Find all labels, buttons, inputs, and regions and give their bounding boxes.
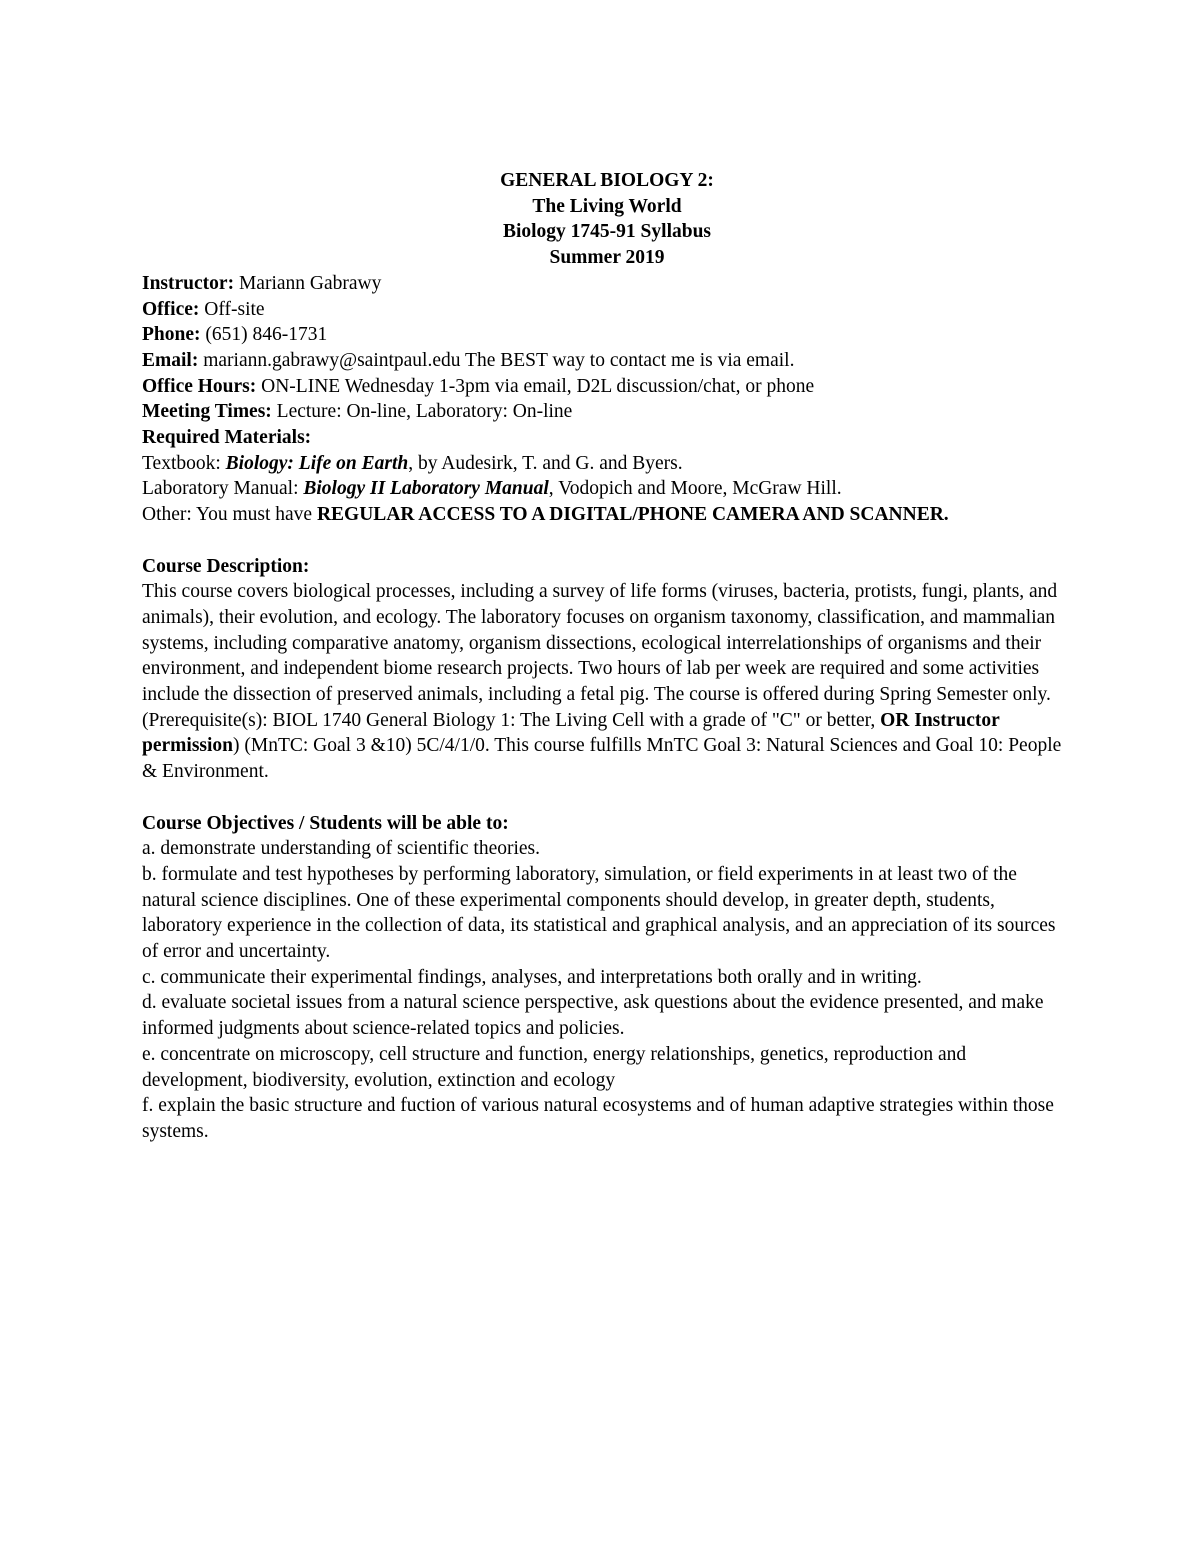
- textbook-suffix: , by Audesirk, T. and G. and Byers.: [408, 452, 683, 474]
- course-subtitle: The Living World: [532, 195, 682, 217]
- meeting-times-value: Lecture: On-line, Laboratory: On-line: [271, 401, 573, 423]
- description-part-1: This course covers biological processes, including a survey of life forms (viruses, bacteria, protists, fungi, plants, and animals), their evolution, and ecology. The laboratory focuses on organism taxonomy, classification, and mammalian systems, including comparative anatomy, organism dissections, ecological interrelationships of organisms and their environment, and independent biome research projects. Two hours of lab per week are required and some activities include the dissection of preserved animals, including a fetal pig. The course is offered during Spring Semester only. (Prerequisite(s): BIOL 1740 General Biology 1: The Living Cell with a grade of "C" or better,: [142, 581, 1058, 731]
- office-hours-line: [142, 374, 1072, 400]
- office-line: [142, 297, 1072, 323]
- email-value: mariann.gabrawy@saintpaul.edu The BEST way to contact me is via email.: [198, 349, 795, 371]
- instructor-line: [142, 271, 1072, 297]
- spacer: [142, 528, 1072, 554]
- office-label: Office:: [142, 298, 200, 320]
- office-value: Off-site: [199, 298, 265, 320]
- email-line: [142, 348, 1072, 374]
- other-prefix: Other: You must have: [142, 504, 317, 526]
- email-label: Email:: [142, 349, 199, 371]
- objective-item: e. concentrate on microscopy, cell structure and function, energy relationships, genetics, reproduction and development, biodiversity, evolution, extinction and ecology: [142, 1043, 967, 1091]
- required-materials-heading: Required Materials:: [142, 427, 312, 449]
- objective-item: b. formulate and test hypotheses by performing laboratory, simulation, or field experiments in at least two of the natural science disciplines. One of these experimental components should develop, in greater depth, students, laboratory experience in the collection of data, its statistical and graphical analysis, and an appreciation of its sources of error and uncertainty.: [142, 863, 1056, 963]
- office-hours-value: ON-LINE Wednesday 1-3pm via email, D2L discussion/chat, or phone: [256, 375, 815, 397]
- meeting-times-label: Meeting Times:: [142, 401, 272, 423]
- objective-item: f. explain the basic structure and fuction of various natural ecosystems and of human adaptive strategies within those systems.: [142, 1095, 1054, 1142]
- lab-manual-title: Biology II Laboratory Manual: [303, 478, 549, 500]
- objective-item: a. demonstrate understanding of scientific theories.: [142, 838, 540, 860]
- description-bold: OR Instructor permission: [142, 709, 1000, 757]
- phone-line: [142, 322, 1072, 348]
- office-hours-label: Office Hours:: [142, 375, 257, 397]
- course-syllabus-line: Biology 1745-91 Syllabus: [502, 221, 712, 243]
- textbook-title: Biology: Life on Earth: [225, 452, 409, 474]
- objective-item: c. communicate their experimental findings, analyses, and interpretations both orally and in writing.: [142, 966, 922, 988]
- meeting-times-line: [142, 399, 1072, 425]
- course-term: Summer 2019: [549, 247, 665, 269]
- syllabus-content: [142, 168, 1072, 1145]
- other-requirement: REGULAR ACCESS TO A DIGITAL/PHONE CAMERA AND SCANNER.: [316, 504, 949, 526]
- spacer: [142, 785, 1072, 811]
- title-block: [142, 168, 1072, 271]
- phone-label: Phone:: [142, 324, 201, 346]
- instructor-label: Instructor:: [142, 272, 235, 294]
- course-objectives-heading: Course Objectives / Students will be able to:: [142, 812, 509, 834]
- course-description-heading: Course Description:: [142, 555, 310, 577]
- other-materials-line: [142, 502, 1072, 528]
- course-title: GENERAL BIOLOGY 2:: [500, 170, 714, 191]
- textbook-line: [142, 451, 1072, 477]
- phone-value: (651) 846-1731: [200, 324, 328, 346]
- textbook-prefix: Textbook:: [142, 452, 226, 474]
- course-description-text: [142, 579, 1072, 785]
- description-part-2: ) (MnTC: Goal 3 &10) 5C/4/1/0. This course fulfills MnTC Goal 3: Natural Sciences and Goal 10: People & Environment.: [142, 735, 1062, 783]
- instructor-value: Mariann Gabrawy: [234, 272, 382, 294]
- lab-manual-line: [142, 476, 1072, 502]
- lab-manual-prefix: Laboratory Manual:: [142, 478, 304, 500]
- objective-item: d. evaluate societal issues from a natural science perspective, ask questions about the evidence presented, and make informed judgments about science-related topics and policies.: [142, 992, 1044, 1040]
- lab-manual-suffix: , Vodopich and Moore, McGraw Hill.: [548, 478, 842, 500]
